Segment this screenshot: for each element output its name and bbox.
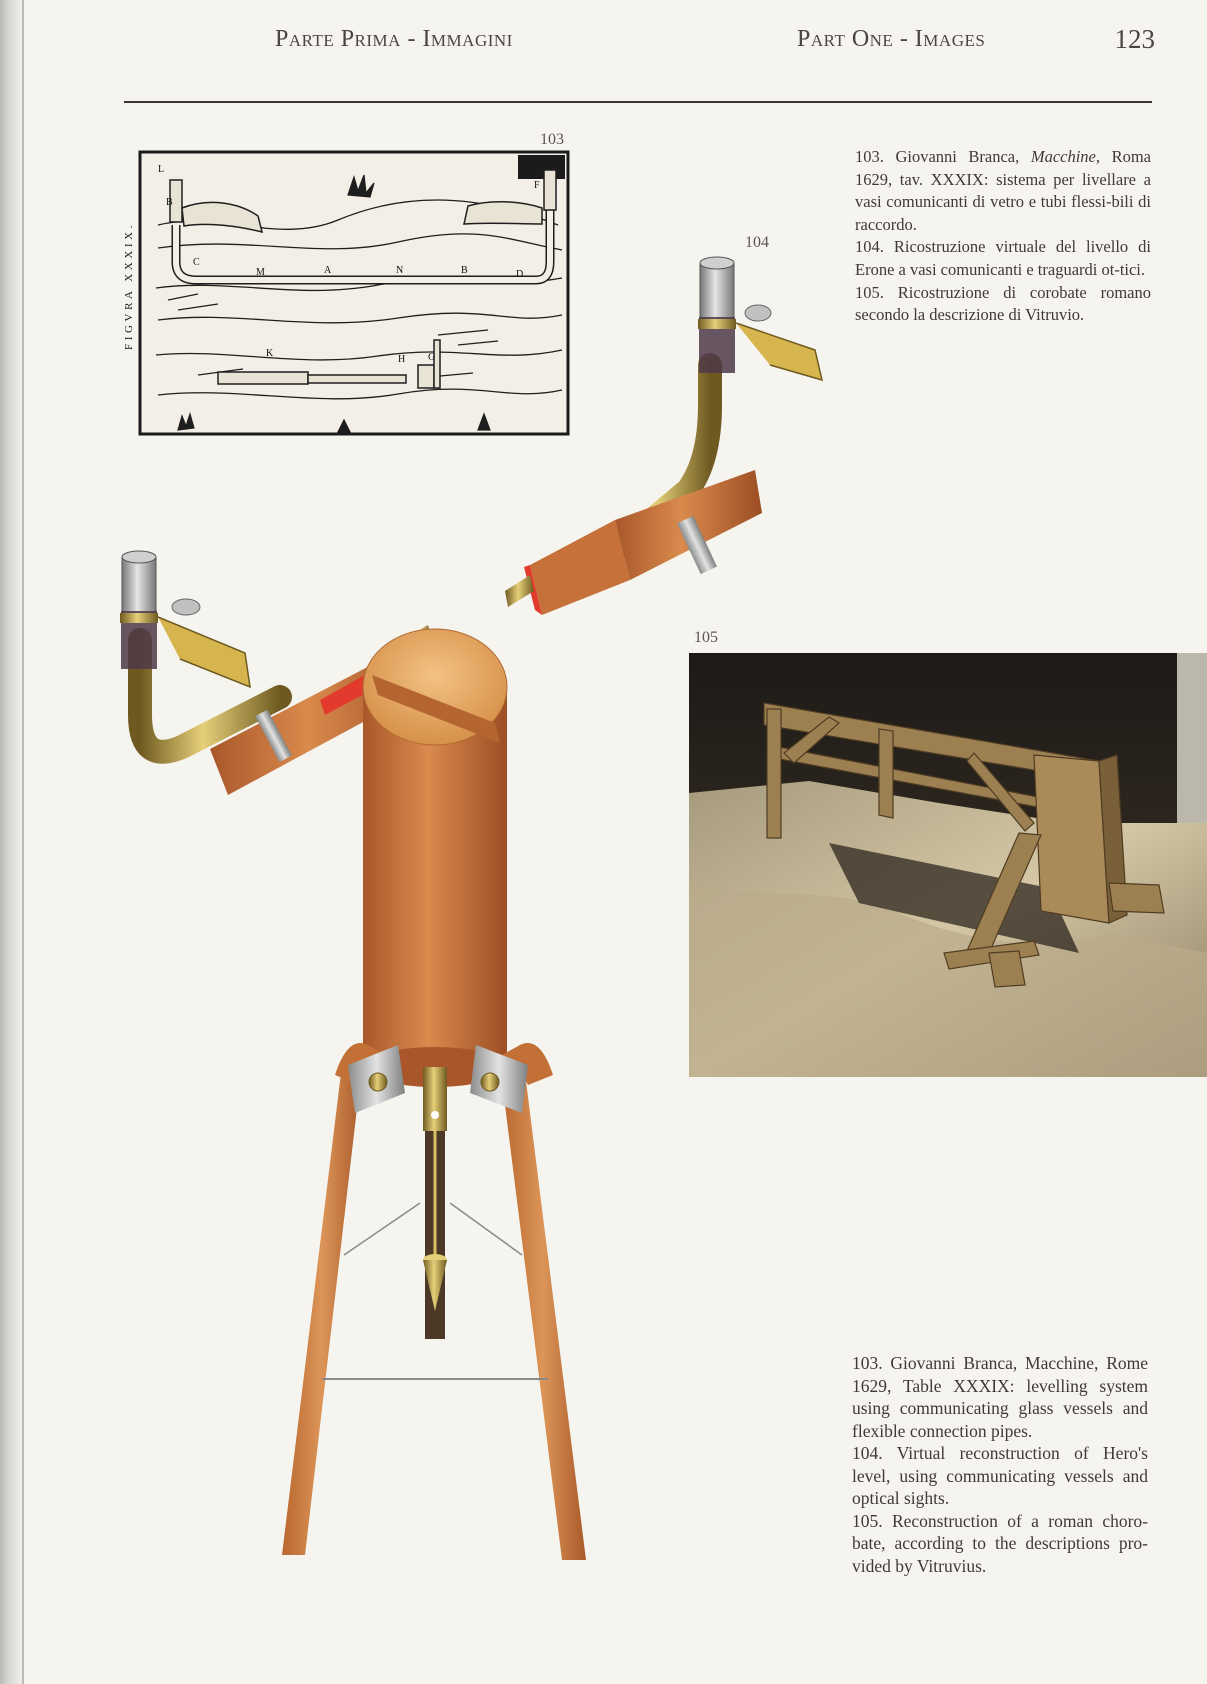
plumb-rod (423, 1067, 447, 1339)
caption-it-104: 104. Ricostruzione virtuale del livello di Erone a vasi comunicanti e traguardi ot-tici. (855, 237, 1151, 279)
engraving-letter-C: C (193, 257, 200, 268)
running-head-italian: Parte Prima - Immagini (275, 26, 513, 52)
figure-105-label: 105 (694, 629, 718, 646)
caption-en-105: 105. Reconstruction of a roman choro-bate, according to the descriptions pro-vided by Vitruvius. (852, 1510, 1148, 1576)
running-head-english: Part One - Images (797, 26, 986, 52)
engraving-letter-B2: B (461, 265, 468, 276)
engraving-letter-K: K (266, 348, 274, 359)
engraving-letter-B: B (166, 197, 173, 208)
caption-en-103: 103. Giovanni Branca, Macchine, Rome 1629, Table XXXIX: levelling system using communicating glass vessels and flexible connection pipes. (852, 1353, 1148, 1441)
captions-english (852, 1352, 1148, 1577)
figure-105-chorobate-photo (689, 653, 1207, 1077)
engraving-letter-N: N (396, 265, 404, 276)
figure-104-label: 104 (745, 234, 769, 251)
caption-en-104: 104. Virtual reconstruction of Hero's level, using communicating vessels and optical sights. (852, 1443, 1148, 1508)
figure-103-label: 103 (540, 131, 564, 148)
caption-book-title: Macchine (1030, 147, 1096, 166)
header-rule (124, 101, 1152, 103)
engraving-letter-A: A (324, 265, 332, 276)
engraving-side-text: FIGVRA XXXIX. (123, 221, 135, 350)
engraving-letter-L: L (158, 164, 165, 175)
book-gutter-line (22, 0, 24, 1684)
right-vessel-assembly (505, 257, 822, 615)
engraving-letter-F: F (534, 180, 540, 191)
captions-italian (855, 146, 1151, 327)
engraving-letter-H: H (398, 354, 406, 365)
caption-it-105: 105. Ricostruzione di corobate romano secondo la descrizione di Vitruvio. (855, 282, 1151, 325)
engraving-letter-M: M (256, 267, 265, 278)
central-wooden-column (363, 629, 507, 1087)
engraving-letter-D: D (516, 269, 524, 280)
caption-it-103: 103. Giovanni Branca, Macchine, Roma 1629, tav. XXXIX: sistema per livellare a vasi comunicanti di vetro e tubi flessi-bili di raccordo. (855, 147, 1151, 234)
page-number: 123 (1114, 24, 1155, 54)
engraving-letter-G: G (428, 352, 436, 363)
